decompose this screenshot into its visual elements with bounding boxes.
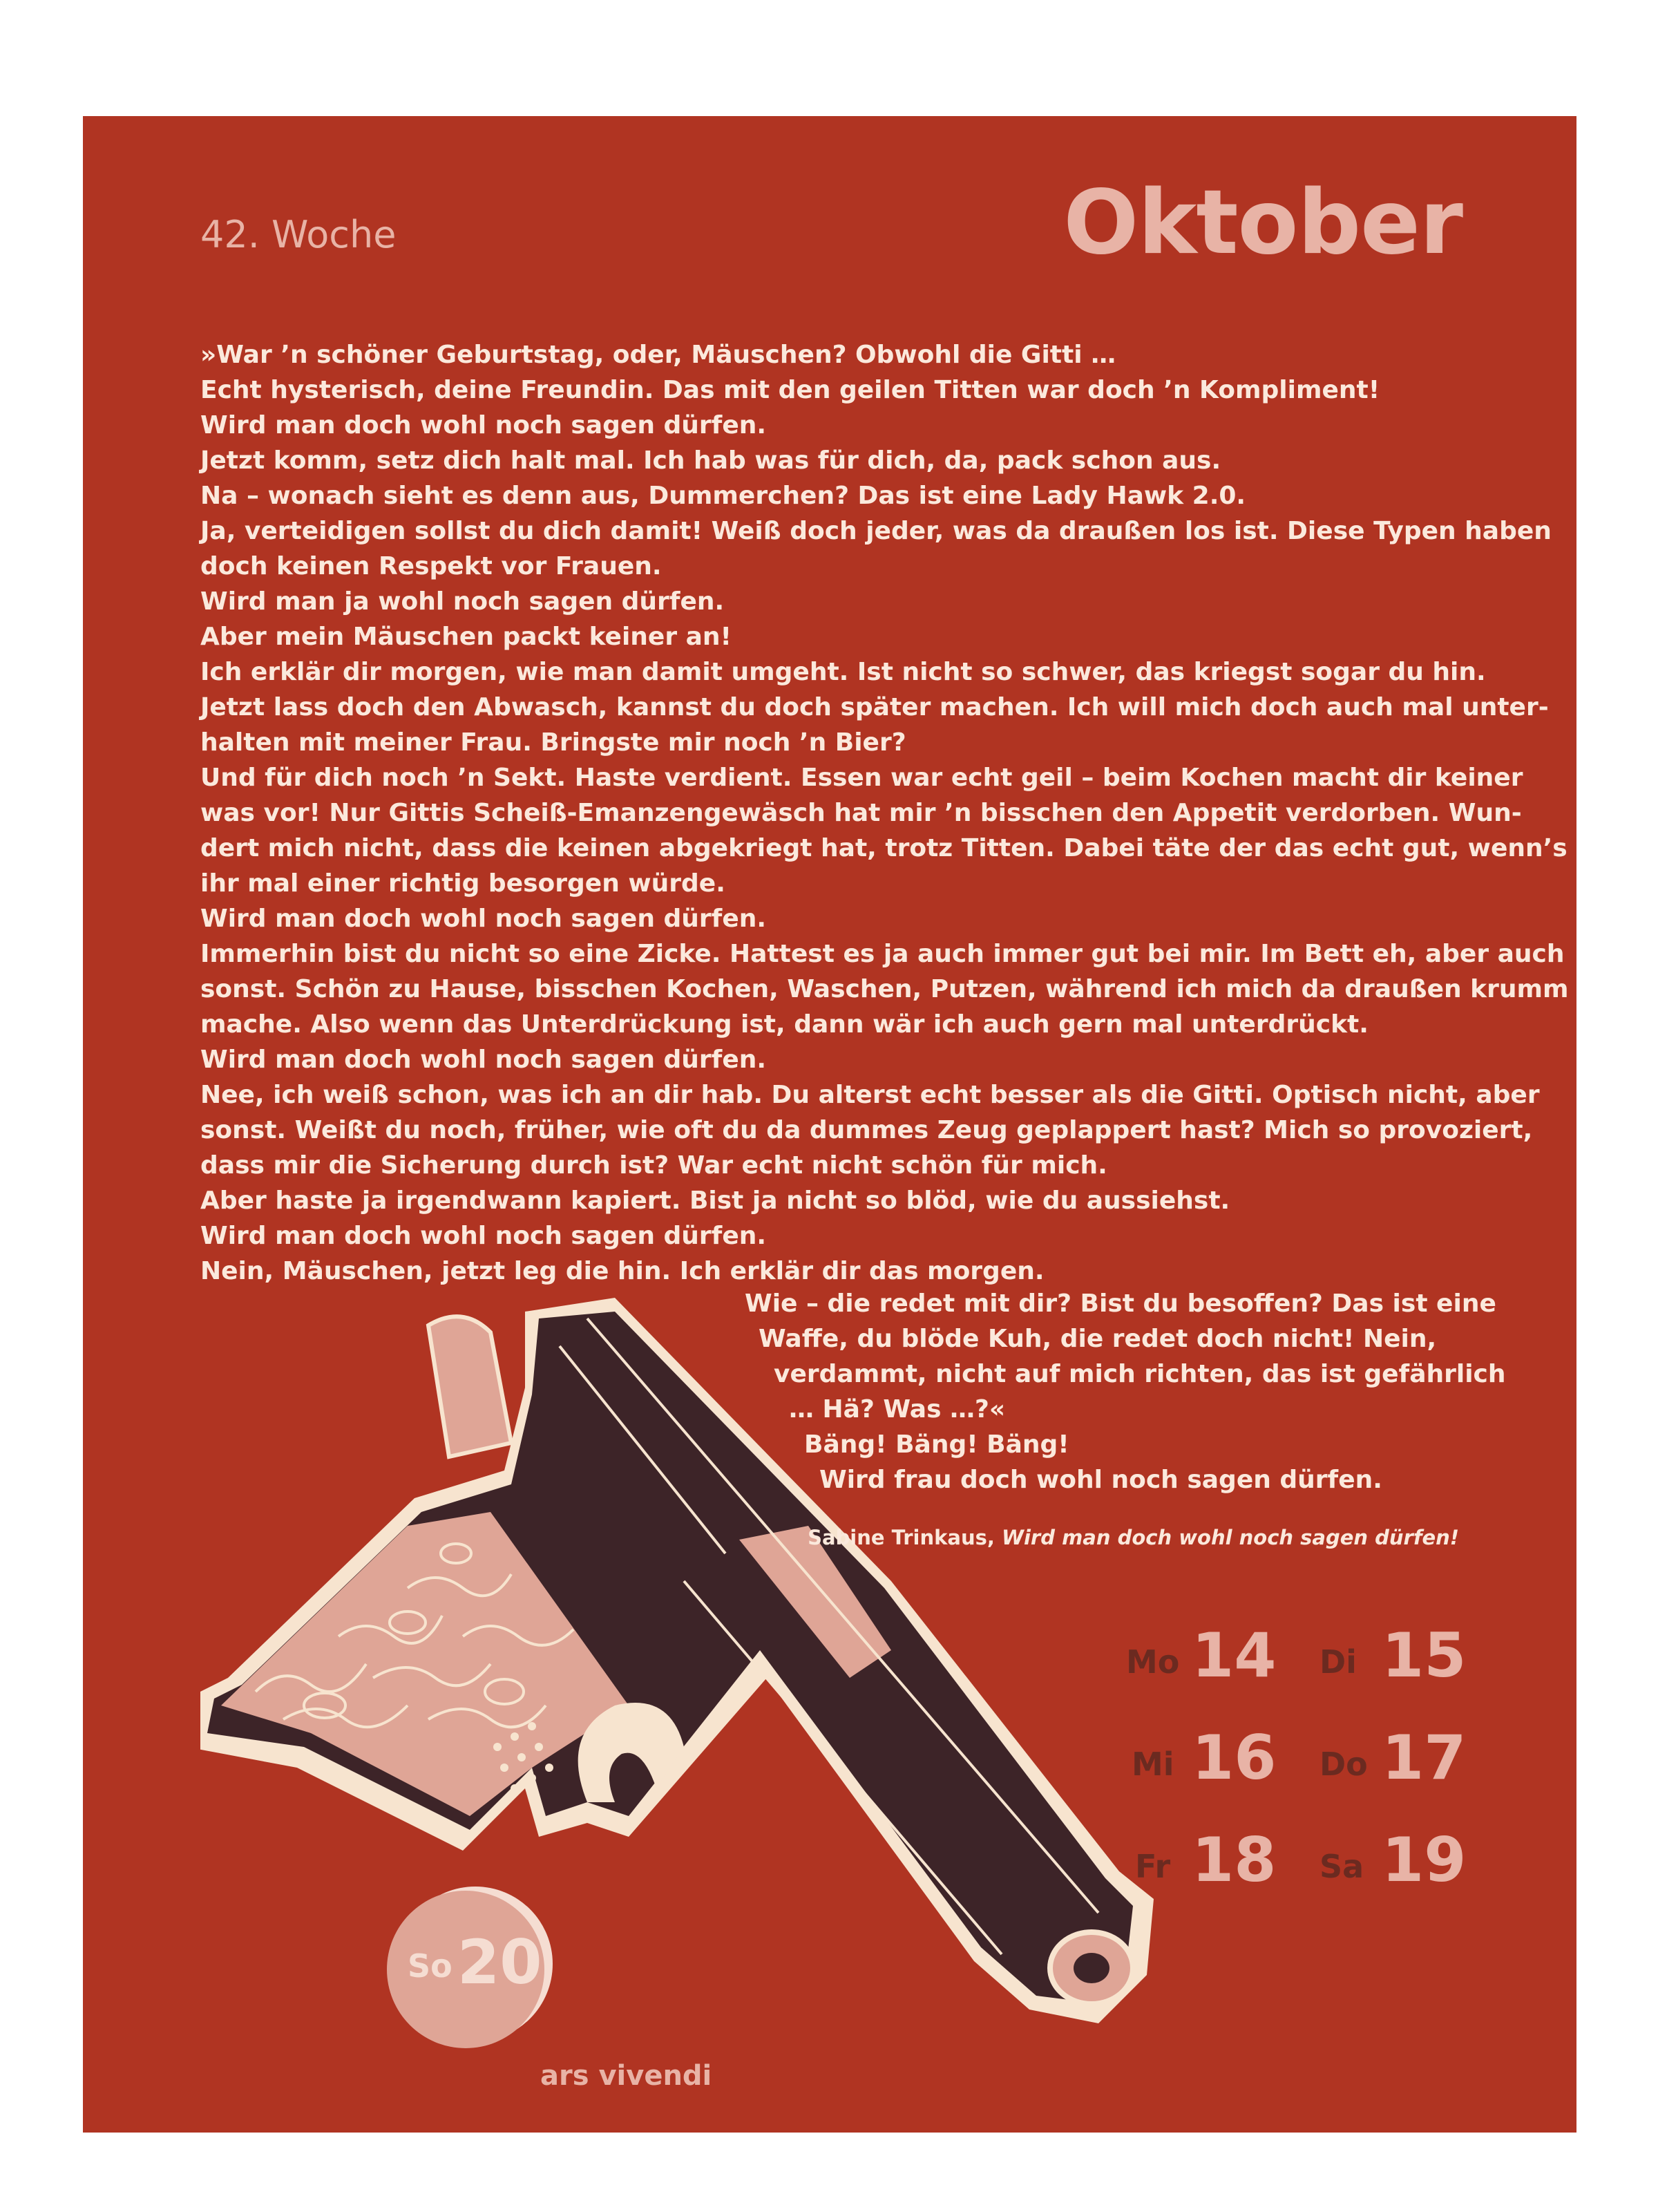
day-number-20: 20 [457, 1927, 542, 1998]
story-line: doch keinen Respekt vor Frauen. [200, 552, 662, 580]
day-name-so: So [408, 1947, 452, 1985]
story-line: dass mir die Sicherung durch ist? War echt nicht schön für mich. [200, 1151, 1107, 1180]
day-number-14: 14 [1192, 1620, 1277, 1691]
story-line: Aber haste ja irgendwann kapiert. Bist ja nicht so blöd, wie du aussiehst. [200, 1187, 1230, 1215]
story-line: Ja, verteidigen sollst du dich damit! Weiß doch jeder, was da draußen los ist. Diese Typen haben [200, 517, 1552, 545]
calendar-page [83, 116, 1576, 2133]
story-line: Na – wonach sieht es denn aus, Dummerchen? Das ist eine Lady Hawk 2.0. [200, 482, 1246, 510]
story-line: Wird man doch wohl noch sagen dürfen. [200, 905, 767, 933]
publisher-name: ars vivendi [540, 2060, 712, 2092]
story-line: Wird man doch wohl noch sagen dürfen. [200, 1046, 767, 1074]
story-line: sonst. Weißt du noch, früher, wie oft du da dummes Zeug geplappert hast? Mich so provoziert, [200, 1116, 1533, 1144]
story-line: Und für dich noch ’n Sekt. Haste verdient. Essen war echt geil – beim Kochen macht dir keiner [200, 764, 1523, 792]
story-line: Nein, Mäuschen, jetzt leg die hin. Ich erklär dir das morgen. [200, 1257, 1045, 1285]
day-name-sa: Sa [1319, 1848, 1364, 1885]
story-line: Ich erklär dir morgen, wie man damit umgeht. Ist nicht so schwer, das kriegst sogar du hin. [200, 658, 1486, 686]
day-name-di: Di [1319, 1643, 1357, 1681]
day-number-16: 16 [1192, 1722, 1277, 1793]
story-line: »War ’n schöner Geburtstag, oder, Mäuschen? Obwohl die Gitti … [200, 341, 1116, 369]
story-text [200, 337, 1569, 1289]
story-line: halten mit meiner Frau. Bringste mir noch ’n Bier? [200, 728, 906, 757]
story-tail-line: Waffe, du blöde Kuh, die redet doch nicht! Nein, [759, 1325, 1437, 1353]
story-line: mache. Also wenn das Unterdrückung ist, dann wär ich auch gern mal unterdrückt. [200, 1010, 1369, 1039]
story-tail-line: Wie – die redet mit dir? Bist du besoffen? Das ist eine [745, 1289, 1496, 1318]
pistol-hammer [428, 1316, 511, 1457]
story-line: Jetzt lass doch den Abwasch, kannst du doch später machen. Ich will mich doch auch mal unter- [200, 693, 1549, 721]
story-line: Wird man ja wohl noch sagen dürfen. [200, 587, 725, 616]
story-tail-line: Wird frau doch wohl noch sagen dürfen. [819, 1466, 1382, 1494]
credit-title: Wird man doch wohl noch sagen dürfen! [1002, 1526, 1459, 1549]
week-label: 42. Woche [200, 213, 397, 256]
story-line: Aber mein Mäuschen packt keiner an! [200, 623, 732, 651]
story-line: Jetzt komm, setz dich halt mal. Ich hab was für dich, da, pack schon aus. [200, 446, 1221, 475]
story-line: dert mich nicht, dass die keinen abgekriegt hat, trotz Titten. Dabei täte der das echt gut, wenn’s [200, 834, 1568, 862]
day-name-mi: Mi [1132, 1746, 1174, 1783]
story-line: ihr mal einer richtig besorgen würde. [200, 869, 725, 898]
story-line: was vor! Nur Gittis Scheiß-Emanzengewäsch hat mir ’n bisschen den Appetit verdorben. Wun- [200, 799, 1522, 827]
source-credit [808, 1526, 1459, 1549]
story-line: Immerhin bist du nicht so eine Zicke. Hattest es ja auch immer gut bei mir. Im Bett eh, aber auch [200, 940, 1565, 968]
month-title: Oktober [1063, 171, 1462, 274]
story-tail-line: Bäng! Bäng! Bäng! [804, 1430, 1069, 1459]
story-tail-line: … Hä? Was …?« [789, 1395, 1006, 1424]
pistol-illustration [200, 1291, 1250, 2065]
day-number-19: 19 [1382, 1824, 1467, 1896]
day-number-18: 18 [1192, 1824, 1277, 1896]
day-number-17: 17 [1382, 1722, 1467, 1793]
story-line: Echt hysterisch, deine Freundin. Das mit den geilen Titten war doch ’n Kompliment! [200, 376, 1380, 404]
story-line: Nee, ich weiß schon, was ich an dir hab. Du alterst echt besser als die Gitti. Optisch nicht, aber [200, 1081, 1540, 1109]
story-line: sonst. Schön zu Hause, bisschen Kochen, Waschen, Putzen, während ich mich da draußen krumm [200, 975, 1569, 1003]
story-tail-line: verdammt, nicht auf mich richten, das ist gefährlich [774, 1360, 1506, 1388]
story-line: Wird man doch wohl noch sagen dürfen. [200, 1222, 767, 1250]
day-name-do: Do [1319, 1746, 1368, 1783]
day-number-15: 15 [1382, 1620, 1467, 1691]
day-name-fr: Fr [1135, 1848, 1171, 1885]
story-line: Wird man doch wohl noch sagen dürfen. [200, 411, 767, 439]
day-name-mo: Mo [1126, 1643, 1180, 1681]
credit-author: Sabine Trinkaus, [808, 1526, 1002, 1549]
